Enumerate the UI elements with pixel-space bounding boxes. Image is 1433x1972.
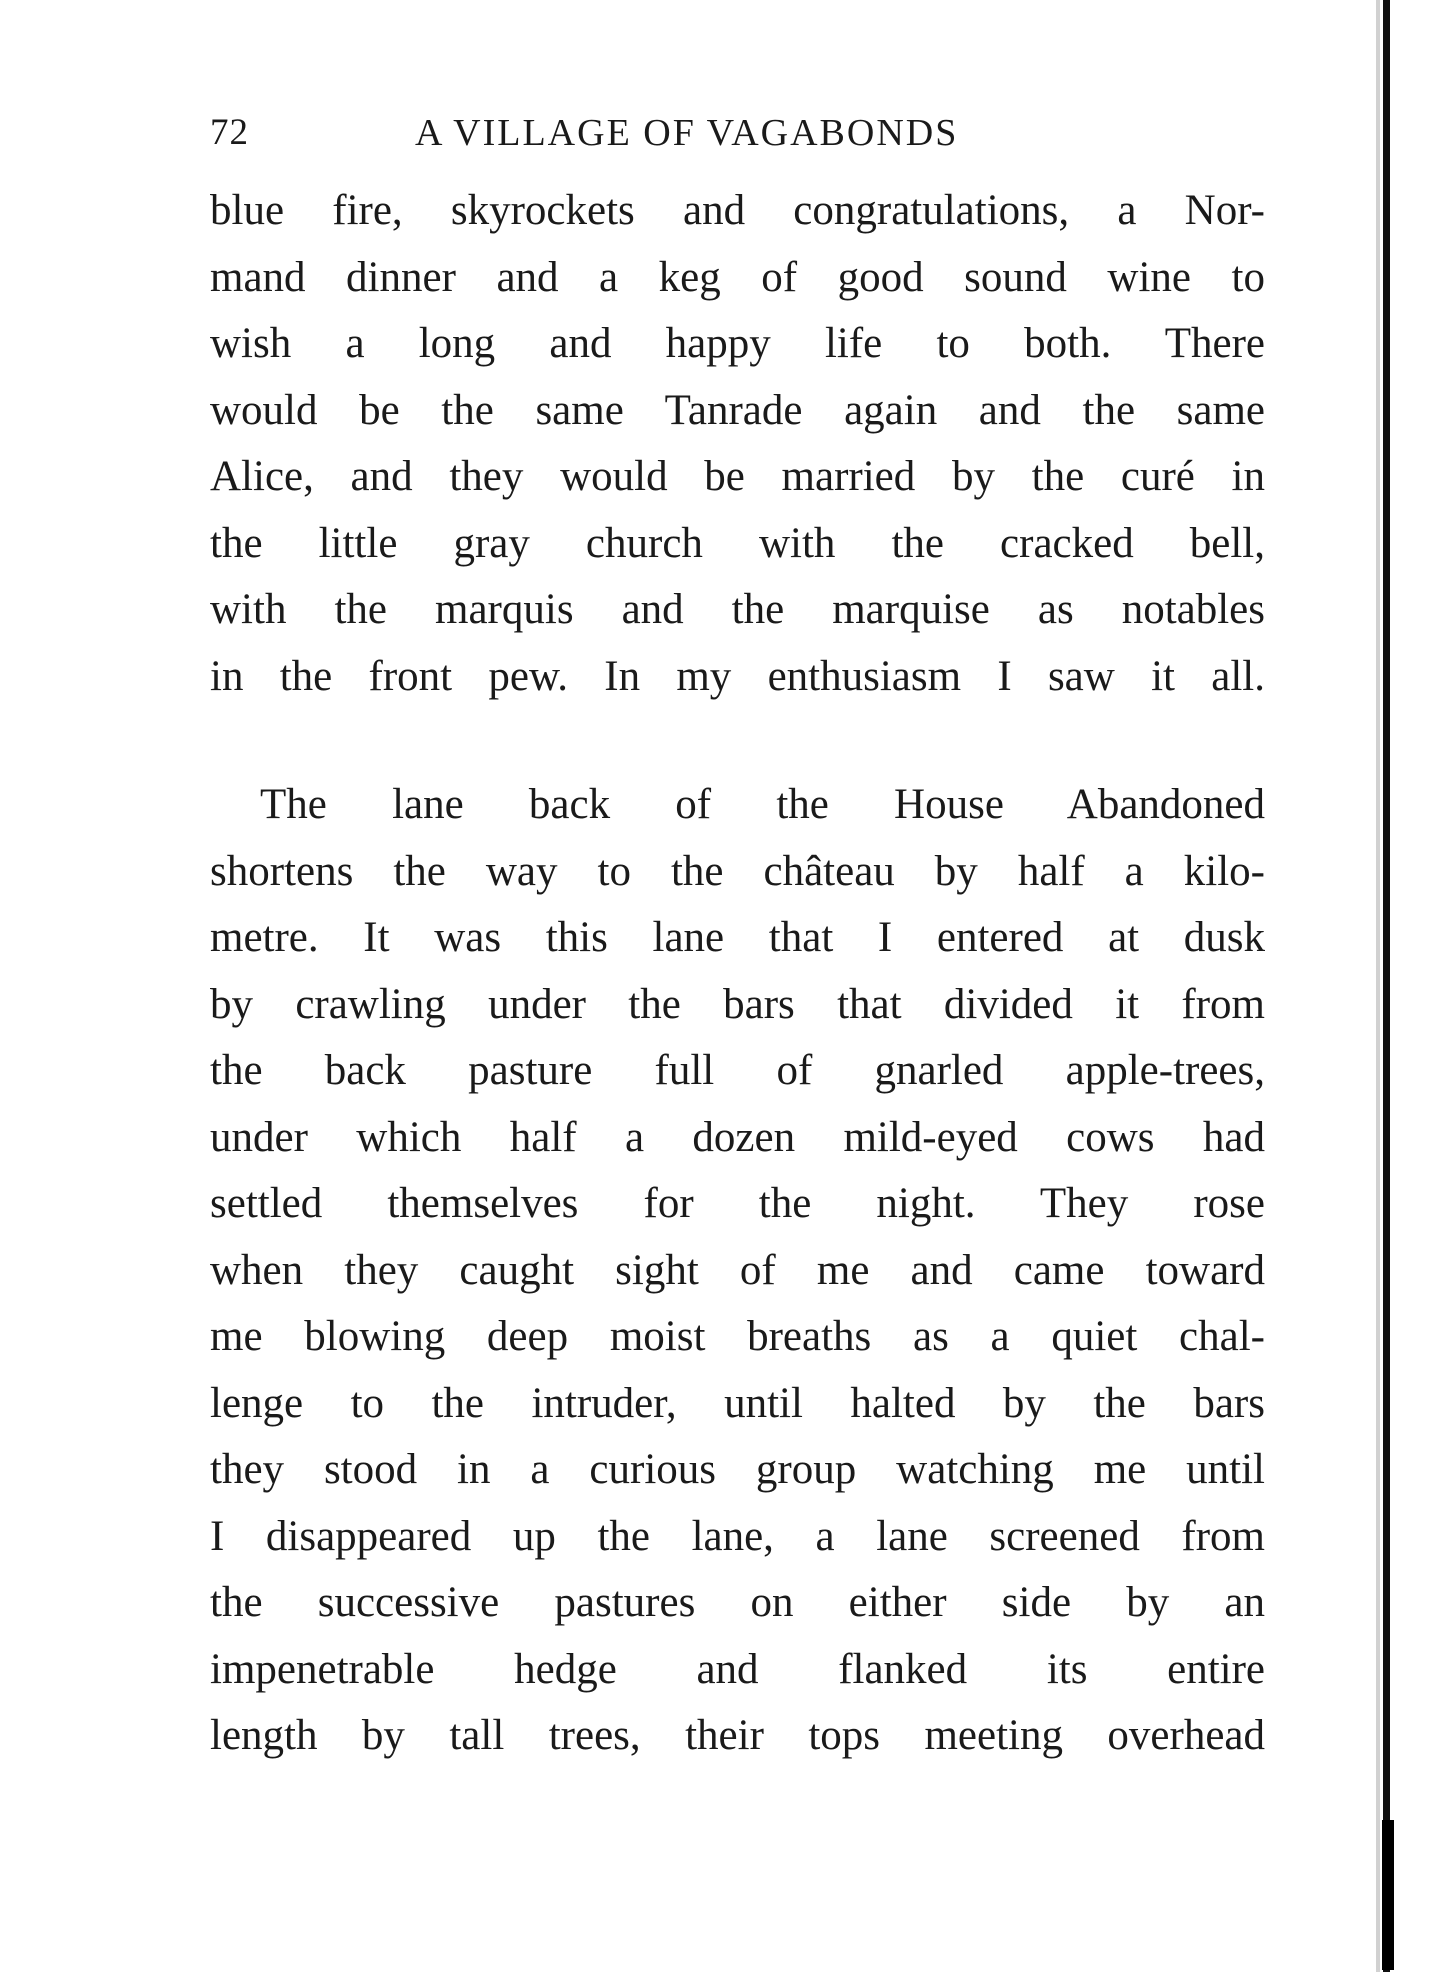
text-line: would be the same Tanrade again and the same xyxy=(210,386,1265,434)
text-line: with the marquis and the marquise as notables xyxy=(210,586,1265,633)
text-line: I disappeared up the lane, a lane screened from xyxy=(210,1512,1265,1560)
page-edge-mark xyxy=(1382,1820,1394,1970)
running-title: A VILLAGE OF VAGABONDS xyxy=(415,112,959,154)
page-edge-line xyxy=(1383,0,1390,1972)
text-line: the successive pastures on either side by an xyxy=(210,1579,1265,1626)
text-line: the back pasture full of gnarled apple-trees, xyxy=(210,1047,1265,1094)
paragraph xyxy=(210,178,1265,710)
text-line: the little gray church with the cracked bell, xyxy=(210,519,1265,567)
text-line: wish a long and happy life to both. There xyxy=(210,320,1265,367)
text-line: in the front pew. In my enthusiasm I saw it all. xyxy=(210,652,1265,700)
text-line: under which half a dozen mild-eyed cows had xyxy=(210,1113,1265,1161)
text-line: when they caught sight of me and came toward xyxy=(210,1246,1265,1294)
text-line: by crawling under the bars that divided it from xyxy=(210,980,1265,1028)
text-line: length by tall trees, their tops meeting overhead xyxy=(210,1712,1265,1759)
page-gutter-shadow xyxy=(1376,0,1380,1972)
page-number: 72 xyxy=(210,112,249,153)
text-line: metre. It was this lane that I entered at dusk xyxy=(210,914,1265,961)
text-line: impenetrable hedge and flanked its entire xyxy=(210,1645,1265,1693)
text-line: shortens the way to the château by half a kilo- xyxy=(210,847,1265,895)
text-line: lenge to the intruder, until halted by the bars xyxy=(210,1379,1265,1427)
text-line: Alice, and they would be married by the curé in xyxy=(210,453,1265,500)
paragraph xyxy=(210,772,1265,1770)
text-line: The lane back of the House Abandoned xyxy=(260,781,1265,828)
text-line: me blowing deep moist breaths as a quiet chal- xyxy=(210,1313,1265,1360)
text-line: settled themselves for the night. They rose xyxy=(210,1180,1265,1227)
text-line: they stood in a curious group watching me until xyxy=(210,1446,1265,1493)
running-header xyxy=(210,105,1270,165)
text-line: mand dinner and a keg of good sound wine to xyxy=(210,253,1265,301)
text-line: blue fire, skyrockets and congratulations, a Nor- xyxy=(210,187,1265,234)
